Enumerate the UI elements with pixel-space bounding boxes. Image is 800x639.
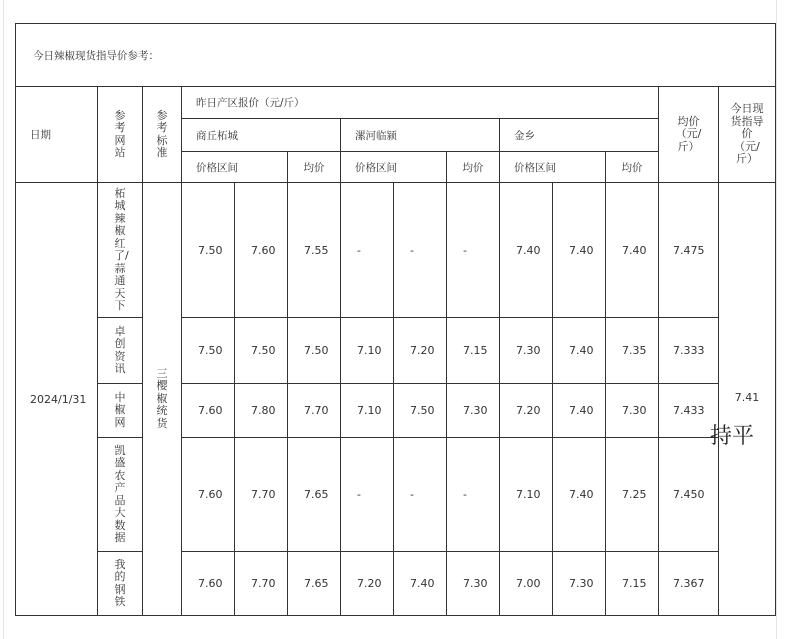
price-low: 7.20 bbox=[341, 552, 394, 616]
price-avg: 7.25 bbox=[606, 438, 659, 552]
overall-avg: 7.475 bbox=[659, 183, 719, 318]
price-high: 7.40 bbox=[394, 552, 447, 616]
header-range-3: 价格区间 bbox=[500, 152, 606, 183]
price-avg: 7.70 bbox=[288, 384, 341, 438]
price-table bbox=[15, 23, 776, 616]
price-high: 7.80 bbox=[235, 384, 288, 438]
price-high: 7.40 bbox=[553, 183, 606, 318]
price-low: 7.60 bbox=[182, 384, 235, 438]
price-low: 7.40 bbox=[500, 183, 553, 318]
price-high: 7.40 bbox=[553, 384, 606, 438]
price-avg: 7.30 bbox=[447, 384, 500, 438]
header-site: 参考网站 bbox=[98, 87, 143, 183]
overall-avg: 7.333 bbox=[659, 318, 719, 384]
price-low: 7.50 bbox=[182, 318, 235, 384]
price-avg: 7.15 bbox=[447, 318, 500, 384]
price-avg: 7.55 bbox=[288, 183, 341, 318]
site-cell: 柘城辣椒红了/蒜通天下 bbox=[98, 183, 143, 318]
price-low: 7.50 bbox=[182, 183, 235, 318]
site-cell: 卓创资讯 bbox=[98, 318, 143, 384]
price-low: 7.10 bbox=[500, 438, 553, 552]
date-cell: 2024/1/31 bbox=[16, 183, 98, 616]
overall-avg: 7.433 bbox=[659, 384, 719, 438]
price-low: - bbox=[341, 438, 394, 552]
price-avg: - bbox=[447, 183, 500, 318]
header-standard: 参考标准 bbox=[143, 87, 182, 183]
price-high: 7.70 bbox=[235, 438, 288, 552]
table-row bbox=[16, 438, 776, 552]
site-cell: 凯盛农产品大数据 bbox=[98, 438, 143, 552]
overall-avg: 7.367 bbox=[659, 552, 719, 616]
today-price: 7.41 bbox=[734, 391, 760, 404]
price-high: 7.20 bbox=[394, 318, 447, 384]
page-edge-left bbox=[3, 0, 4, 639]
price-avg: 7.30 bbox=[447, 552, 500, 616]
standard-cell: 三樱椒统货 bbox=[143, 183, 182, 616]
price-low: 7.30 bbox=[500, 318, 553, 384]
header-region-1: 商丘柘城 bbox=[182, 119, 341, 152]
today-price-cell bbox=[710, 183, 776, 616]
price-high: 7.70 bbox=[235, 552, 288, 616]
price-low: 7.00 bbox=[500, 552, 553, 616]
price-avg: 7.50 bbox=[288, 318, 341, 384]
price-avg: 7.35 bbox=[606, 318, 659, 384]
header-range-2: 价格区间 bbox=[341, 152, 447, 183]
header-yesterday: 昨日产区报价（元/斤） bbox=[182, 87, 659, 119]
price-low: - bbox=[341, 183, 394, 318]
price-high: 7.60 bbox=[235, 183, 288, 318]
header-avg-3: 均价 bbox=[606, 152, 659, 183]
table-row bbox=[16, 183, 776, 318]
price-avg: 7.40 bbox=[606, 183, 659, 318]
page-edge-right bbox=[776, 0, 777, 639]
price-avg: 7.30 bbox=[606, 384, 659, 438]
price-avg: 7.65 bbox=[288, 438, 341, 552]
overall-avg: 7.450 bbox=[659, 438, 719, 552]
table-row bbox=[16, 552, 776, 616]
price-high: 7.50 bbox=[394, 384, 447, 438]
price-low: 7.60 bbox=[182, 552, 235, 616]
price-low: 7.10 bbox=[341, 318, 394, 384]
price-avg: 7.65 bbox=[288, 552, 341, 616]
header-today-price: 今日现货指导价（元/斤） bbox=[719, 87, 776, 183]
header-region-2: 漯河临颍 bbox=[341, 119, 500, 152]
price-high: 7.40 bbox=[553, 318, 606, 384]
table-row bbox=[16, 318, 776, 384]
price-low: 7.10 bbox=[341, 384, 394, 438]
header-range-1: 价格区间 bbox=[182, 152, 288, 183]
price-high: 7.30 bbox=[553, 552, 606, 616]
price-avg: 7.15 bbox=[606, 552, 659, 616]
header-overall-avg: 均价（元/斤） bbox=[659, 87, 719, 183]
site-cell: 我的钢铁 bbox=[98, 552, 143, 616]
trend-label: 持平 bbox=[710, 424, 755, 449]
price-avg: - bbox=[447, 438, 500, 552]
table-row bbox=[16, 384, 776, 438]
price-high: - bbox=[394, 438, 447, 552]
price-high: - bbox=[394, 183, 447, 318]
header-avg-2: 均价 bbox=[447, 152, 500, 183]
price-low: 7.20 bbox=[500, 384, 553, 438]
table-title: 今日辣椒现货指导价参考： bbox=[16, 24, 776, 87]
site-cell: 中椒网 bbox=[98, 384, 143, 438]
header-date: 日期 bbox=[16, 87, 98, 183]
price-high: 7.40 bbox=[553, 438, 606, 552]
header-region-3: 金乡 bbox=[500, 119, 659, 152]
price-high: 7.50 bbox=[235, 318, 288, 384]
price-low: 7.60 bbox=[182, 438, 235, 552]
header-avg-1: 均价 bbox=[288, 152, 341, 183]
